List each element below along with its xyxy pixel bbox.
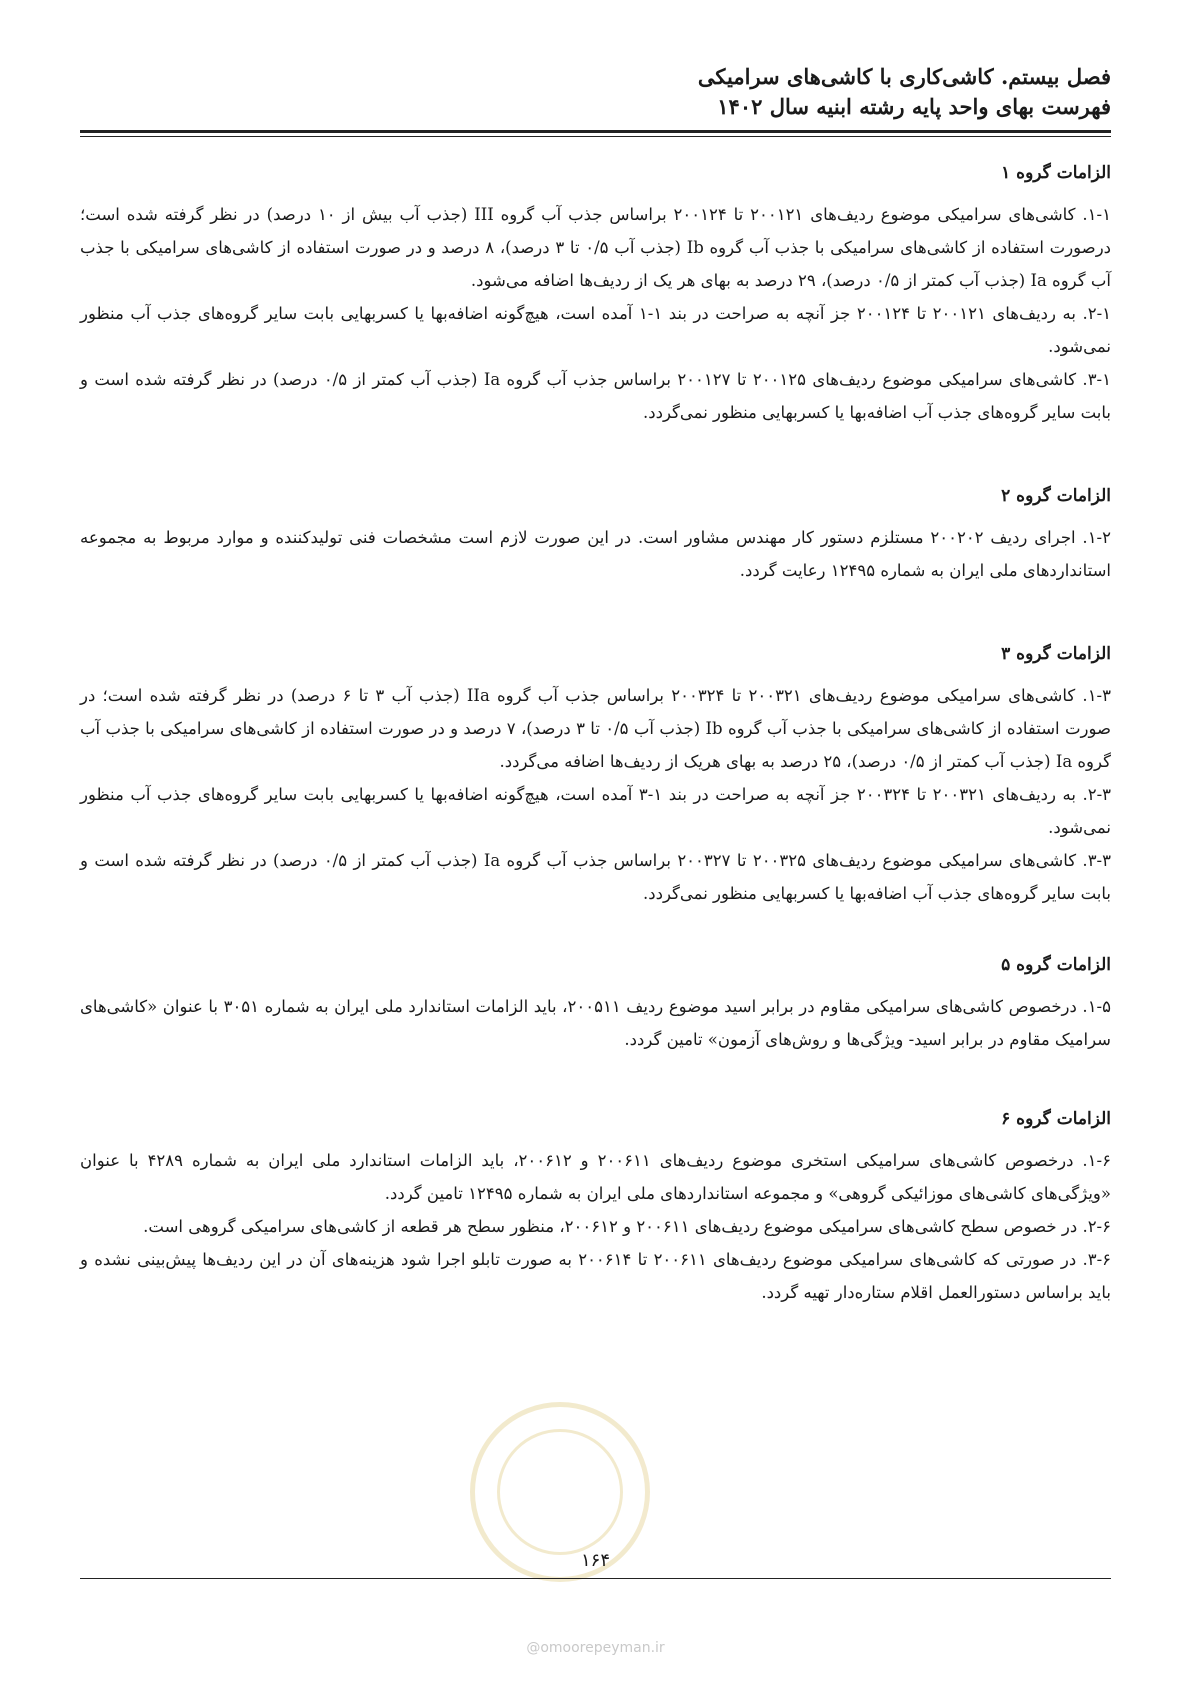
section-heading: الزامات گروه ۵ [1001,955,1111,975]
page-number: ۱۶۴ [580,1550,610,1571]
paragraph: ۱-۲. اجرای ردیف ۲۰۰۲۰۲ مستلزم دستور کار مهندس مشاور است. در این صورت لازم است مشخصات فنی تولیدکننده و موارد مربوط به مجموعه استانداردهای ملی ایران به شماره ۱۲۴۹۵ رعایت گردد. [80,528,1111,580]
chapter-title: فصل بیستم. کاشی‌کاری با کاشی‌های سرامیکی [697,64,1111,89]
header-rule-thick [80,130,1111,133]
section-group-1 [80,158,1111,429]
footer-rule [80,1578,1111,1579]
paragraph: ۳-۳. کاشی‌های سرامیکی موضوع ردیف‌های ۲۰۰۳۲۵ تا ۲۰۰۳۲۷ براساس جذب آب گروه Ia (جذب آب کمتر از ۰/۵ درصد) در نظر گرفته شده است و بابت سایر گروه‌های جذب آب اضافه‌بها یا کسربهایی منظور نمی‌گردد. [80,851,1111,903]
section-heading: الزامات گروه ۱ [1001,163,1111,183]
section-heading: الزامات گروه ۲ [1001,486,1111,506]
section-group-6 [80,1104,1111,1309]
paragraph: ۲-۳. به ردیف‌های ۲۰۰۳۲۱ تا ۲۰۰۳۲۴ جز آنچه به صراحت در بند ۱-۳ آمده است، هیچ‌گونه اضافه‌بها یا کسربهایی بابت سایر گروه‌های جذب آب منظور نمی‌شود. [80,785,1112,837]
section-group-5 [80,950,1111,1056]
paragraph: ۲-۶. در خصوص سطح کاشی‌های سرامیکی موضوع ردیف‌های ۲۰۰۶۱۱ و ۲۰۰۶۱۲، منظور سطح هر قطعه از کاشی‌های سرامیکی گروهی است. [143,1217,1111,1236]
paragraph: ۱-۶. درخصوص کاشی‌های سرامیکی استخری موضوع ردیف‌های ۲۰۰۶۱۱ و ۲۰۰۶۱۲، باید الزامات استاندارد ملی ایران به شماره ۴۲۸۹ با عنوان «ویژگی‌های کاشی‌های موزائیکی گروهی» و مجموعه استانداردهای ملی ایران به شماره ۱۲۴۹۵ تامین گردد. [80,1151,1111,1203]
watermark-site: @omoorepeyman.ir [526,1640,665,1656]
price-list-title: فهرست بهای واحد پایه رشته ابنیه سال ۱۴۰۲ [717,94,1111,119]
header-rule-thin [80,136,1111,137]
paragraph: ۱-۱. کاشی‌های سرامیکی موضوع ردیف‌های ۲۰۰۱۲۱ تا ۲۰۰۱۲۴ براساس جذب آب گروه III (جذب آب بیش از ۱۰ درصد) در نظر گرفته شده است؛ درصورت استفاده از کاشی‌های سرامیکی با جذب آب گروه Ib (جذب آب ۰/۵ تا ۳ درصد)، ۸ درصد و در صورت استفاده از کاشی‌های سرامیکی با جذب آب گروه Ia (جذب آب کمتر از ۰/۵ درصد)، ۲۹ درصد به بهای هر یک از ردیف‌ها اضافه می‌شود. [80,205,1112,290]
paragraph: ۱-۳. کاشی‌های سرامیکی موضوع ردیف‌های ۲۰۰۳۲۱ تا ۲۰۰۳۲۴ براساس جذب آب گروه IIa (جذب آب ۳ تا ۶ درصد) در نظر گرفته شده است؛ در صورت استفاده از کاشی‌های سرامیکی با جذب آب گروه Ib (جذب آب ۰/۵ تا ۳ درصد)، ۷ درصد و در صورت استفاده از کاشی‌های سرامیکی با جذب آب گروه Ia (جذب آب کمتر از ۰/۵ درصد)، ۲۵ درصد به بهای هریک از ردیف‌ها اضافه می‌گردد. [80,686,1111,771]
paragraph: ۱-۵. درخصوص کاشی‌های سرامیکی مقاوم در برابر اسید موضوع ردیف ۲۰۰۵۱۱، باید الزامات استاندارد ملی ایران به شماره ۳۰۵۱ با عنوان «کاشی‌های سرامیک مقاوم در برابر اسید- ویژگی‌ها و روش‌های آزمون» تامین گردد. [80,997,1111,1049]
section-group-3 [80,639,1111,910]
paragraph: ۳-۱. کاشی‌های سرامیکی موضوع ردیف‌های ۲۰۰۱۲۵ تا ۲۰۰۱۲۷ براساس جذب آب گروه Ia (جذب آب کمتر از ۰/۵ درصد) در نظر گرفته شده است و بابت سایر گروه‌های جذب آب اضافه‌بها یا کسربهایی منظور نمی‌گردد. [80,370,1111,422]
section-heading: الزامات گروه ۳ [1001,644,1111,664]
paragraph: ۲-۱. به ردیف‌های ۲۰۰۱۲۱ تا ۲۰۰۱۲۴ جز آنچه به صراحت در بند ۱-۱ آمده است، هیچ‌گونه اضافه‌بها یا کسربهایی بابت سایر گروه‌های جذب آب منظور نمی‌شود. [80,304,1112,356]
section-heading: الزامات گروه ۶ [1001,1109,1111,1129]
page-header [80,62,1111,122]
paragraph: ۳-۶. در صورتی که کاشی‌های سرامیکی موضوع ردیف‌های ۲۰۰۶۱۱ تا ۲۰۰۶۱۴ به صورت تابلو اجرا شود هزینه‌های آن در این ردیف‌ها پیش‌بینی نشده و باید براساس دستورالعمل اقلام ستاره‌دار تهیه گردد. [80,1250,1112,1302]
page-body [80,158,1111,1309]
section-group-2 [80,481,1111,587]
